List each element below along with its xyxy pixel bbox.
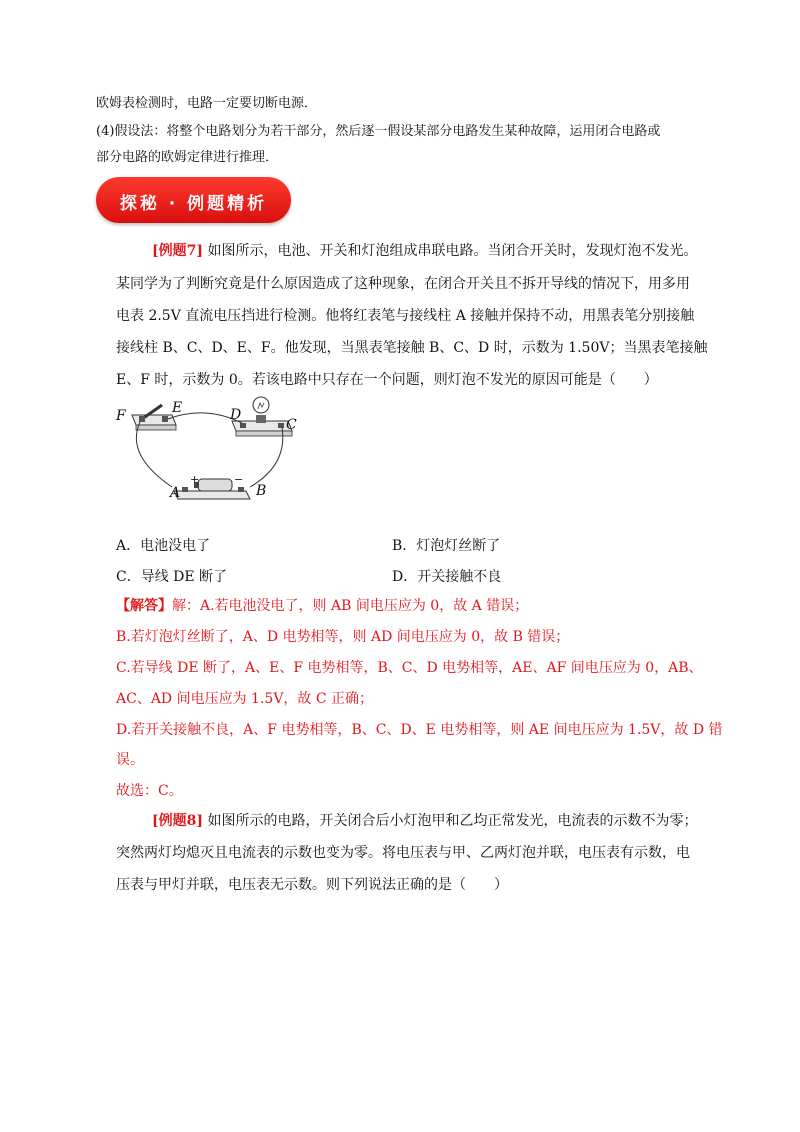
switch-base [132,415,176,425]
example7-text-1: 如图所示，电池、开关和灯泡组成串联电路。当闭合开关时，发现灯泡不发光。 [203,243,698,259]
answer-line-1 [116,595,528,615]
circuit-diagram [110,395,310,505]
intro-line-2: (4)假设法：将整个电路划分为若干部分，然后逐一假设某部分电路发生某种故障，运用闭合电路或 [96,124,661,139]
label-c: C [286,417,297,433]
section-banner-title: 探秘 · 例题精析 [119,194,268,214]
example7-line-5: E、F 时，示数为 0。若该电路中只存在一个问题，则灯泡不发光的原因可能是（ ） [116,372,658,388]
option-b: B．灯泡灯丝断了 [392,538,501,554]
answer-line-2: B.若灯泡灯丝断了，A、D 电势相等，则 AD 间电压应为 0，故 B 错误； [116,629,570,645]
answer-line-5: D.若开关接触不良，A、F 电势相等，B、C、D、E 电势相等，则 AE 间电压应为 1.5V，故 D 错 [116,722,723,738]
example8-line-2: 突然两灯均熄灭且电流表的示数也变为零。将电压表与甲、乙两灯泡并联，电压表有示数，电 [116,845,690,861]
label-minus: − [234,473,244,486]
lamp-base-side [236,431,292,436]
example8-line-1 [152,810,697,830]
intro-line-1: 欧姆表检测时，电路一定要切断电源． [96,96,318,111]
switch-terminal-e [162,416,168,422]
example8-text-1: 如图所示的电路，开关闭合后小灯泡甲和乙均正常发光，电流表的示数不为零； [203,813,698,829]
example8-line-3: 压表与甲灯并联，电压表无示数。则下列说法正确的是（ ） [116,877,508,893]
lamp-socket [256,415,266,423]
option-c: C．导线 DE 断了 [116,569,228,585]
example7-line-3: 电表 2.5V 直流电压挡进行检测。他将红表笔与接线柱 A 接触并保持不动，用黑表笔分别接触 [116,308,695,324]
answer-tag: 【解答】 [116,598,172,614]
switch-terminal-f [139,416,145,422]
lamp-terminal-c [278,423,284,428]
example7-line-4: 接线柱 B、C、D、E、F。他发现，当黑表笔接触 B、C、D 时，示数为 1.50V；当黑表笔接触 [116,340,708,356]
label-f: F [116,408,126,424]
label-plus: + [190,473,200,486]
answer-line-7: 故选：C。 [116,783,183,799]
answer-text-1: 解：A.若电池没电了，则 AB 间电压应为 0，故 A 错误； [172,598,529,614]
section-banner [96,177,291,223]
label-a: A [170,485,181,501]
wire-fa [136,422,172,487]
label-e: E [172,400,183,416]
option-a: A．电池没电了 [116,538,211,554]
intro-line-3: 部分电路的欧姆定律进行推理． [96,150,279,165]
answer-line-6: 误。 [116,752,144,768]
lamp-terminal-d [240,423,246,428]
example8-tag: [例题8] [152,813,203,829]
example7-line-2: 某同学为了判断究竟是什么原因造成了这种现象，在闭合开关且不拆开导线的情况下，用多用 [116,276,690,292]
answer-line-4: AC、AD 间电压应为 1.5V，故 C 正确； [116,691,374,707]
option-d: D．开关接触不良 [392,569,502,585]
example7-line-1 [152,240,697,260]
label-b: B [256,483,267,499]
answer-line-3: C.若导线 DE 断了，A、E、F 电势相等，B、C、D 电势相等，AE、AF 间电压应为 0，AB、 [116,660,703,676]
battery-base [174,491,250,499]
switch-base-side [136,425,176,430]
example7-tag: [例题7] [152,243,203,259]
circuit-figure [110,395,310,505]
label-d: D [230,407,242,423]
battery-terminal-b [238,487,244,492]
battery [198,479,232,491]
battery-terminal-a [182,487,188,492]
